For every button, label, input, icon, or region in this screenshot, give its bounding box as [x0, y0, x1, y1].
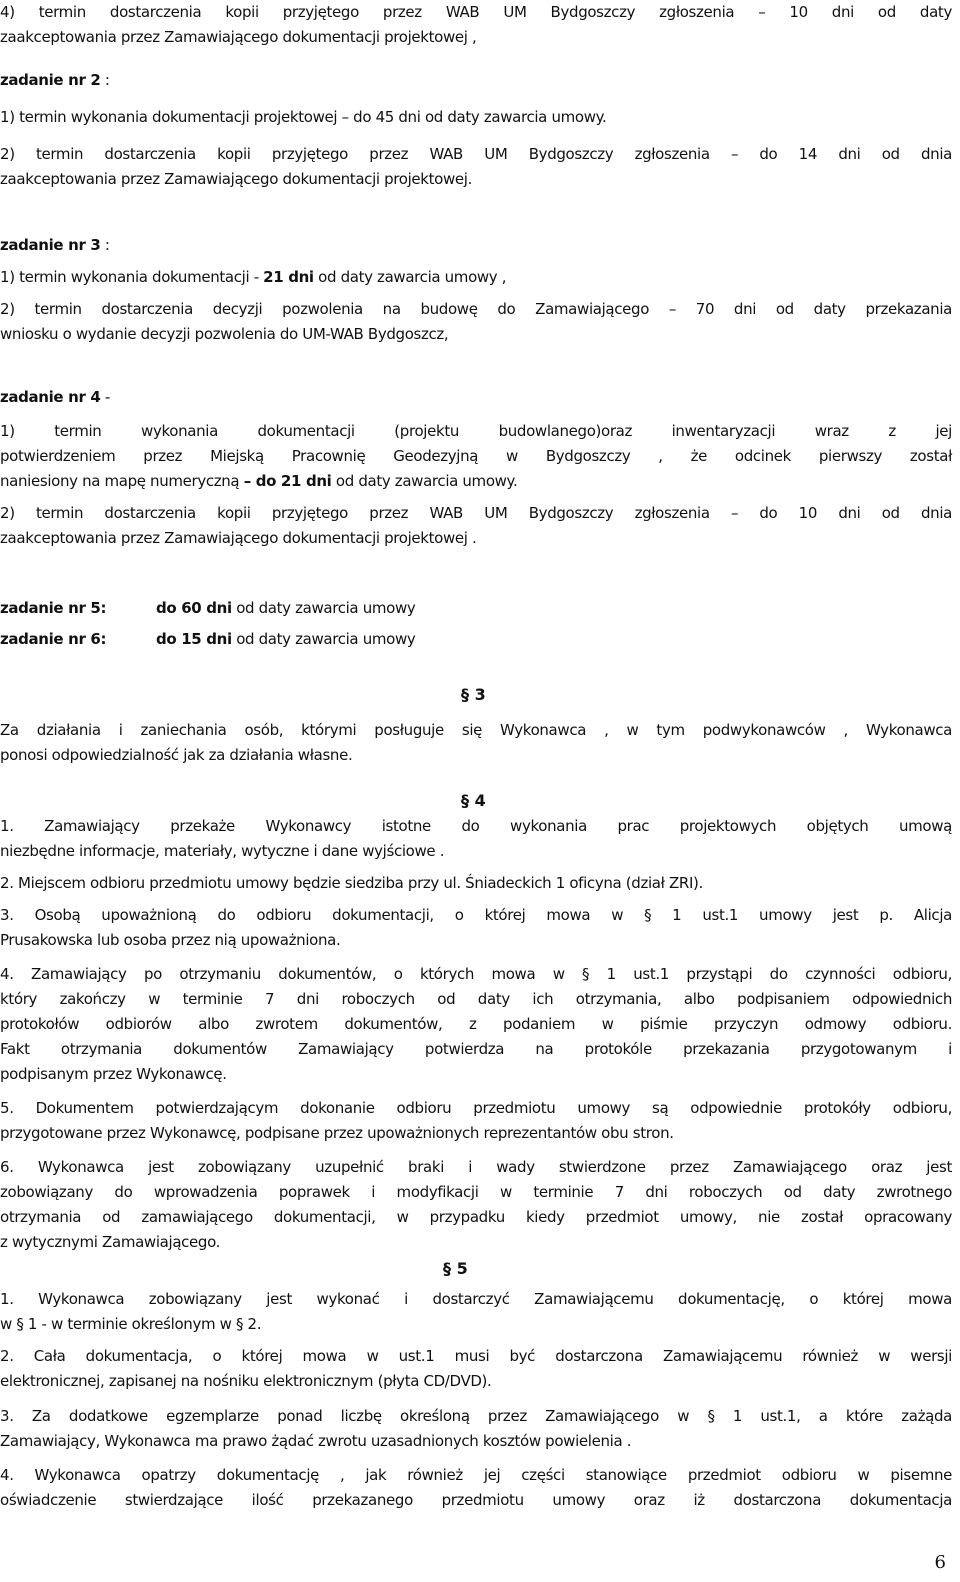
text-line: wniosku o wydanie decyzji pozwolenia do UM-WAB Bydgoszcz, [0, 325, 449, 343]
text-line: 2) termin dostarczenia kopii przyjętego przez WAB UM Bydgoszczy zgłoszenia – do 14 dni od dnia [0, 145, 952, 163]
section-heading: § 4 [461, 791, 486, 810]
text-line: 2. Miejscem odbioru przedmiotu umowy będzie siedziba przy ul. Śniadeckich 1 oficyna (dział ZRI). [0, 874, 703, 892]
task-colon: : [100, 236, 110, 254]
deadline-bold: do 15 dni [156, 630, 232, 648]
text-line: z wytycznymi Zamawiającego. [0, 1233, 221, 1251]
text-line: Prusakowska lub osoba przez nią upoważniona. [0, 931, 341, 949]
task-4-heading [0, 386, 952, 408]
text-line: 2) termin dostarczenia kopii przyjętego przez WAB UM Bydgoszczy zgłoszenia – do 10 dni od dnia [0, 504, 952, 522]
task-label: zadanie nr 5: [0, 599, 107, 617]
text-line: 1) termin wykonania dokumentacji projektowej – do 45 dni od daty zawarcia umowy. [0, 108, 607, 126]
text-line: podpisanym przez Wykonawcę. [0, 1065, 227, 1083]
section-heading: § 3 [461, 685, 486, 704]
text-segment: od daty zawarcia umowy [231, 599, 416, 617]
text-line: 2) termin dostarczenia decyzji pozwolenia na budowę do Zamawiającego – 70 dni od daty przekazania [0, 300, 952, 318]
page-number: 6 [934, 1552, 946, 1573]
text-line: przygotowane przez Wykonawcę, podpisane przez upoważnionych reprezentantów obu stron. [0, 1124, 674, 1142]
text-line: Fakt otrzymania dokumentów Zamawiający potwierdza na protokóle przekazania przygotowanym i [0, 1040, 952, 1058]
text-line: potwierdzeniem przez Miejską Pracownię Geodezyjną w Bydgoszczy , że odcinek pierwszy został [0, 447, 952, 465]
task-2-heading [0, 69, 952, 91]
text-line: 1) termin wykonania dokumentacji (projektu budowlanego)oraz inwentaryzacji wraz z jej [0, 422, 952, 440]
text-line: Za działania i zaniechania osób, którymi posługuje się Wykonawca , w tym podwykonawców , Wykonawca [0, 721, 952, 739]
text-line: zaakceptowania przez Zamawiającego dokumentacji projektowej. [0, 170, 473, 188]
deadline-bold: do 60 dni [156, 599, 232, 617]
task-label: zadanie nr 4 [0, 388, 101, 406]
text-segment: od daty zawarcia umowy. [331, 472, 518, 490]
text-line: 6. Wykonawca jest zobowiązany uzupełnić braki i wady stwierdzone przez Zamawiającego oraz jest [0, 1158, 952, 1176]
task-5-line [0, 597, 952, 619]
text-line: zaakceptowania przez Zamawiającego dokumentacji projektowej , [0, 28, 477, 46]
text-line: 4. Wykonawca opatrzy dokumentację , jak również jej części stanowiące przedmiot odbioru w pisemne [0, 1466, 952, 1484]
text-line: 1. Wykonawca zobowiązany jest wykonać i dostarczyć Zamawiającemu dokumentację, o której mowa [0, 1290, 952, 1308]
text-line: zobowiązany do wprowadzenia poprawek i modyfikacji w terminie 7 dni roboczych od daty zwrotnego [0, 1183, 952, 1201]
text-line: 1. Zamawiający przekaże Wykonawcy istotne do wykonania prac projektowych objętych umową [0, 817, 952, 835]
text-line: 5. Dokumentem potwierdzającym dokonanie odbioru przedmiotu umowy są odpowiednie protokóły odbioru, [0, 1099, 952, 1117]
task-6-line [0, 628, 952, 650]
text-line: 4) termin dostarczenia kopii przyjętego przez WAB UM Bydgoszczy zgłoszenia – 10 dni od daty [0, 3, 952, 21]
text-segment: od daty zawarcia umowy [231, 630, 416, 648]
text-line: który zakończy w terminie 7 dni roboczych od daty ich otrzymania, albo podpisaniem odpowiednich [0, 990, 952, 1008]
text-line: oświadczenie stwierdzające ilość przekazanego przedmiotu umowy oraz iż dostarczona dokumentacja [0, 1491, 952, 1509]
task-3-heading [0, 234, 952, 256]
text-line: 4. Zamawiający po otrzymaniu dokumentów, o których mowa w § 1 ust.1 przystąpi do czynności odbioru, [0, 965, 952, 983]
task-colon: : [100, 71, 110, 89]
task-label: zadanie nr 3 [0, 236, 101, 254]
text-line [0, 266, 952, 288]
deadline-bold: 21 dni [263, 268, 314, 286]
text-segment: od daty zawarcia umowy , [313, 268, 507, 286]
text-line: Zamawiający, Wykonawca ma prawo żądać zwrotu uzasadnionych kosztów powielenia . [0, 1432, 632, 1450]
task-label: zadanie nr 6: [0, 630, 107, 648]
text-line: protokołów odbiorów albo zwrotem dokumentów, z podaniem w piśmie przyczyn odmowy odbioru. [0, 1015, 952, 1033]
text-line: 3. Za dodatkowe egzemplarze ponad liczbę określoną przez Zamawiającego w § 1 ust.1, a które zażąda [0, 1407, 952, 1425]
text-segment: 1) termin wykonania dokumentacji - [0, 268, 264, 286]
deadline-bold: – do 21 dni [243, 472, 332, 490]
task-label: zadanie nr 2 [0, 71, 101, 89]
text-line: niezbędne informacje, materiały, wytyczne i dane wyjściowe . [0, 842, 445, 860]
task-deadline [156, 597, 415, 619]
text-line: w § 1 - w terminie określonym w § 2. [0, 1315, 262, 1333]
text-line [0, 470, 952, 492]
task-dash: - [100, 388, 110, 406]
text-line: 2. Cała dokumentacja, o której mowa w ust.1 musi być dostarczona Zamawiającemu również w wersji [0, 1347, 952, 1365]
text-line: zaakceptowania przez Zamawiającego dokumentacji projektowej . [0, 529, 477, 547]
text-line: ponosi odpowiedzialność jak za działania własne. [0, 746, 353, 764]
text-segment: naniesiony na mapę numeryczną [0, 472, 244, 490]
task-deadline [156, 628, 415, 650]
section-heading: § 5 [443, 1259, 468, 1278]
text-line: otrzymania od zamawiającego dokumentacji, w przypadku kiedy przedmiot umowy, nie został opracowany [0, 1208, 952, 1226]
text-line: elektronicznej, zapisanej na nośniku elektronicznym (płyta CD/DVD). [0, 1372, 492, 1390]
text-line: 3. Osobą upoważnioną do odbioru dokumentacji, o której mowa w § 1 ust.1 umowy jest p. Alicja [0, 906, 952, 924]
